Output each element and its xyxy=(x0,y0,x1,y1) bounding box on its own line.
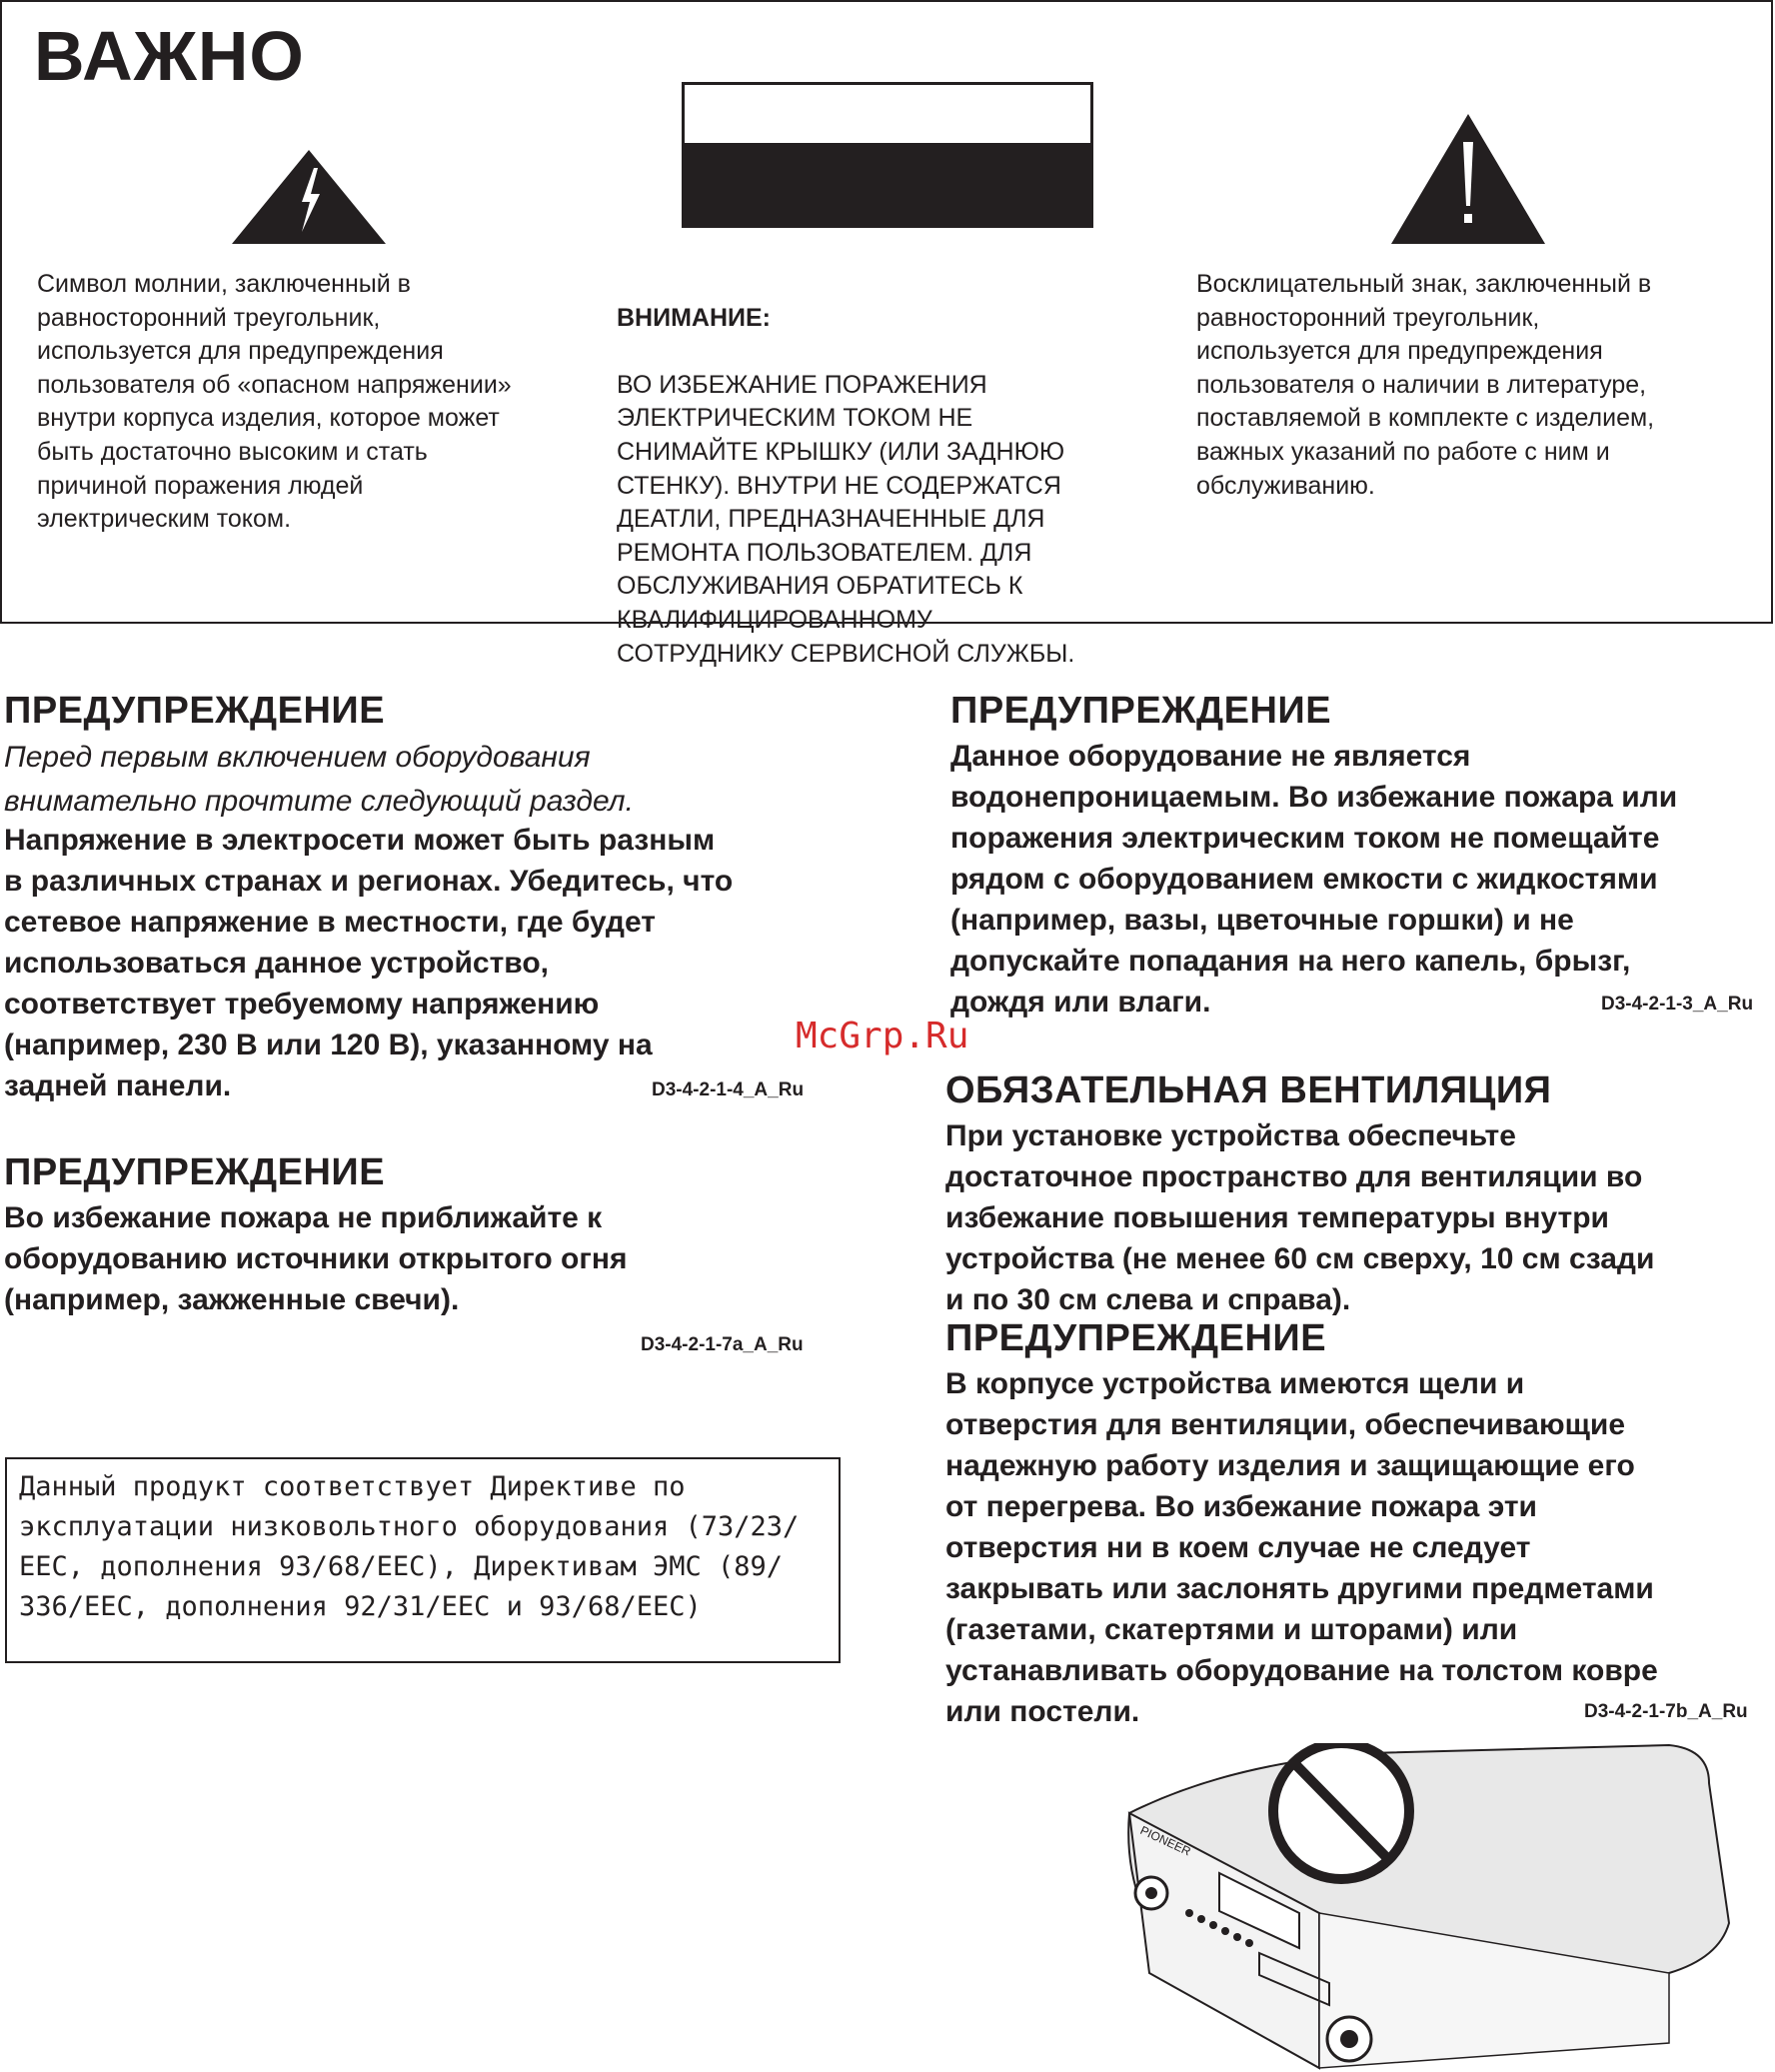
warning-label-icon xyxy=(682,82,1093,228)
warning1-code: D3-4-2-1-4_A_Ru xyxy=(652,1079,805,1100)
lightning-symbol-description: Символ молнии, заключенный в равносторонний треугольник, используется для предупреждения пользователя об «опасном напряжении» внутри корпуса изделия, которое может быть достаточно высоким и стать причиной поражения людей электрическим током. xyxy=(37,270,512,534)
exclamation-symbol-description: Восклицательный знак, заключенный в равносторонний треугольник, используется для предупреждения пользователя о наличии в литературе, поставляемой в комплекте с изделием, важных указаний по работе с ним и обслуживанию. xyxy=(1196,270,1655,500)
warning4-heading: ПРЕДУПРЕЖДЕНИЕ xyxy=(945,1317,1327,1359)
warning1-intro: Перед первым включением оборудования внимательно прочтите следующий раздел. xyxy=(4,741,634,818)
svg-text:PIONEER: PIONEER xyxy=(1137,1823,1193,1859)
caution-heading: ВНИМАНИЕ: xyxy=(617,303,771,332)
directive-text: Данный продукт соответствует Директиве по эксплуатации низковольтного оборудования (73/23/ EEC, дополнения 93/68/EEC), Директивам ЭМС (89/ 336/EEC, дополнения 92/31/EEC и 93/68/EEC) xyxy=(19,1471,800,1622)
warning1-body: Напряжение в электросети может быть разным в различных странах и регионах. Убедитесь, что сетевое напряжение в местности, где будет использоваться данное устройство, соответствует требуемому напряжению (например, 230 В или 120 В), указанному на задней панели. xyxy=(4,824,734,1102)
warning-label-dark-band xyxy=(685,143,1090,225)
important-title: ВАЖНО xyxy=(34,17,305,95)
caution-text: ВО ИЗБЕЖАНИЕ ПОРАЖЕНИЯ ЭЛЕКТРИЧЕСКИМ ТОКОМ НЕ СНИМАЙТЕ КРЫШКУ (ИЛИ ЗАДНЮЮ СТЕНКУ). ВНУТРИ НЕ СОДЕРЖАТСЯ ДЕАТЛИ, ПРЕДНАЗНАЧЕННЫЕ ДЛЯ РЕМОНТА ПОЛЬЗОВАТЕЛЕМ. ДЛЯ ОБСЛУЖИВАНИЯ ОБРАТИТЕСЬ К КВАЛИФИЦИРОВАННОМУ СОТРУДНИКУ СЕРВИСНОЙ СЛУЖБЫ. xyxy=(617,370,1075,668)
covered-receiver-icon xyxy=(1109,1743,1775,2072)
ventilation-heading: ОБЯЗАТЕЛЬНАЯ ВЕНТИЛЯЦИЯ xyxy=(945,1069,1552,1111)
lightning-triangle-icon xyxy=(232,150,386,244)
warning4-code: D3-4-2-1-7b_A_Ru xyxy=(1584,1701,1748,1722)
important-box xyxy=(0,0,1773,668)
warning3-heading: ПРЕДУПРЕЖДЕНИЕ xyxy=(950,690,1332,732)
warning2-body: Во избежание пожара не приближайте к оборудованию источники открытого огня (например, зажженные свечи). xyxy=(4,1201,628,1316)
watermark: McGrp.Ru xyxy=(796,1016,969,1056)
prohibited-icon xyxy=(1273,1743,1409,1879)
warning4-body: В корпусе устройства имеются щели и отверстия для вентиляции, обеспечивающие надежную работу изделия и защищающие его от перегрева. Во избежание пожара эти отверстия ни в коем случае не следует закрывать или заслонять другими предметами (газетами, скатертями и шторами) или устанавливать оборудование на толстом ковре или постели. xyxy=(945,1367,1658,1728)
warning2-code: D3-4-2-1-7a_A_Ru xyxy=(641,1334,804,1355)
warning3-body: Данное оборудование не является водонепроницаемым. Во избежание пожара или поражения электрическим током не помещайте рядом с оборудованием емкости с жидкостями (например, вазы, цветочные горшки) и не допускайте попадания на него капель, брызг, дождя или влаги. xyxy=(950,740,1678,1019)
warning2-heading: ПРЕДУПРЕЖДЕНИЕ xyxy=(4,1151,386,1193)
ventilation-body: При установке устройства обеспечьте достаточное пространство для вентиляции во избежание повышения температуры внутри устройства (не менее 60 см сверху, 10 см сзади и по 30 см слева и справа). xyxy=(945,1119,1655,1316)
exclamation-triangle-icon xyxy=(1391,114,1545,244)
caution-block xyxy=(617,268,1156,705)
warning3-code: D3-4-2-1-3_A_Ru xyxy=(1601,994,1754,1015)
directive-box xyxy=(5,1457,841,1663)
warning1-heading: ПРЕДУПРЕЖДЕНИЕ xyxy=(4,690,386,732)
